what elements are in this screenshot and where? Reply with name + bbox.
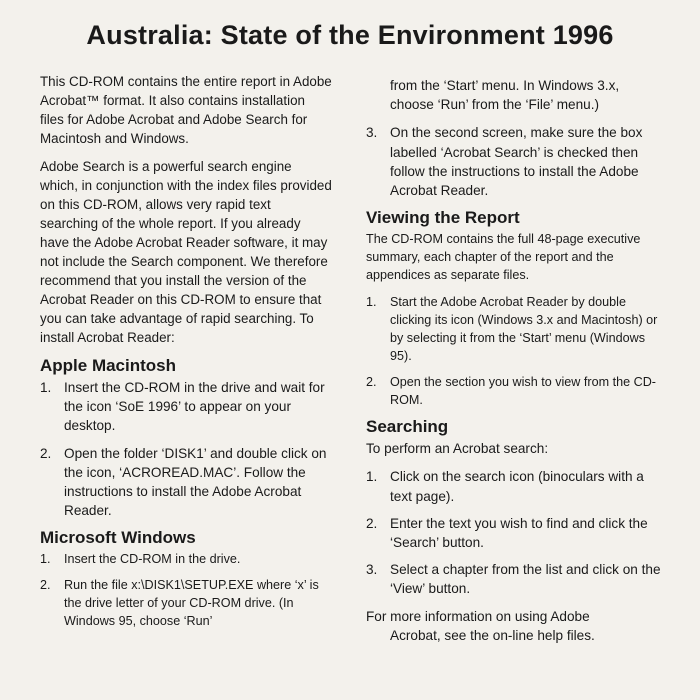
- step-text: Enter the text you wish to find and click the ‘Search’ button.: [390, 515, 648, 551]
- step-text: Insert the CD-ROM in the drive.: [64, 552, 241, 567]
- viewing-intro: The CD-ROM contains the full 48-page executive summary, each chapter of the report and the appendices as separate files.: [366, 232, 641, 283]
- step-number: 2.: [40, 445, 52, 461]
- list-item: [40, 378, 332, 436]
- list-item: [366, 560, 666, 598]
- intro-paragraph-2: Adobe Search is a powerful search engine which, in conjunction with the index files provided on this CD-ROM, allows very rapid text searching of the whole report. If you already have the Adobe Acrobat Reader software, it may not include the Search component. We therefore recommend that you install the version of the Acrobat Reader on this CD-ROM to ensure that you can take advantage of rapid searching. To install Acrobat Reader:: [40, 159, 332, 345]
- page-title: Australia: State of the Environment 1996: [86, 20, 614, 50]
- list-item: [366, 293, 666, 365]
- mac-heading: Apple Macintosh: [40, 356, 177, 375]
- list-item: [366, 123, 666, 200]
- viewing-steps: [366, 293, 666, 409]
- step-number: 2.: [40, 578, 51, 593]
- step-text: Open the section you wish to view from the CD-ROM.: [390, 375, 656, 408]
- step-text: Click on the search icon (binoculars with a text page).: [390, 469, 644, 504]
- list-item: [40, 576, 332, 630]
- step-number: 3.: [366, 562, 378, 578]
- step-number: 1.: [366, 469, 378, 485]
- step-number: 2.: [366, 375, 377, 390]
- searching-steps: [366, 467, 666, 598]
- list-item: [40, 550, 332, 568]
- step-text: Open the folder ‘DISK1’ and double click on the icon, ‘ACROREAD.MAC’. Follow the instructions to install the Adobe Acrobat Reader.: [64, 445, 327, 519]
- step-text: Insert the CD-ROM in the drive and wait for the icon ‘SoE 1996’ to appear on your desktop.: [64, 380, 325, 434]
- windows-steps-continued: [366, 123, 666, 200]
- list-item: [40, 444, 332, 521]
- windows-heading: Microsoft Windows: [40, 528, 196, 548]
- viewing-heading: Viewing the Report: [366, 208, 520, 228]
- step-number: 2.: [366, 515, 378, 531]
- left-column: [40, 72, 332, 638]
- windows-step2-continued: from the ‘Start’ menu. In Windows 3.x, choose ‘Run’ from the ‘File’ menu.): [390, 78, 620, 113]
- footer-note: [366, 607, 666, 645]
- footer-line-1: For more information on using Adobe: [366, 608, 590, 624]
- list-item: [366, 514, 666, 552]
- intro-paragraph-1: This CD-ROM contains the entire report in Adobe Acrobat™ format. It also contains installation files for Adobe Acrobat and Adobe Search for Macintosh and Windows.: [40, 74, 332, 146]
- list-item: [366, 373, 666, 409]
- step-text: Run the file x:\DISK1\SETUP.EXE where ‘x’ is the drive letter of your CD-ROM drive. (In Windows 95, choose ‘Run’: [64, 578, 319, 629]
- mac-steps: [40, 378, 332, 520]
- right-column: [366, 76, 666, 654]
- windows-steps: [40, 550, 332, 630]
- searching-heading: Searching: [366, 417, 449, 437]
- step-number: 1.: [40, 552, 51, 567]
- step-text: Select a chapter from the list and click on the ‘View’ button.: [390, 562, 661, 597]
- footer-line-2: Acrobat, see the on-line help files.: [390, 627, 595, 643]
- step-number: 3.: [366, 125, 378, 141]
- step-text: On the second screen, make sure the box labelled ‘Acrobat Search’ is checked then follow the instructions to install the Adobe Acrobat Reader.: [390, 125, 643, 199]
- step-text: Start the Adobe Acrobat Reader by double clicking its icon (Windows 3.x and Macintosh) or by selecting it from the ‘Start’ menu (Windows 95).: [390, 295, 658, 364]
- step-number: 1.: [366, 295, 377, 310]
- step-number: 1.: [40, 380, 52, 395]
- list-item: [366, 467, 666, 505]
- searching-intro: To perform an Acrobat search:: [366, 441, 549, 457]
